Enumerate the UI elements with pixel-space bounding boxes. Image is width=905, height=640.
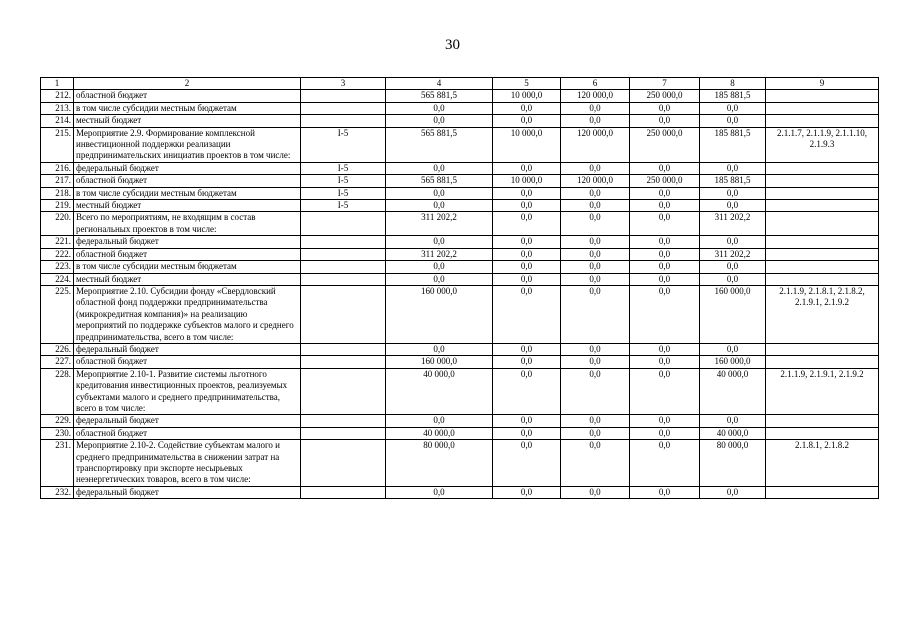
row-number: 216. [41, 162, 74, 174]
row-number: 214. [41, 115, 74, 127]
row-code [301, 236, 386, 248]
value-col4: 565 881,5 [386, 175, 493, 187]
row-description: Мероприятие 2.10-2. Содействие субъектам малого и среднего предпринимательства в снижении затрат на транспортировку при экспорте несырьевых неэнергетических товаров, всего в том числе: [74, 440, 301, 487]
table-row [41, 343, 879, 355]
row-description: Всего по мероприятиям, не входящим в состав региональных проектов в том числе: [74, 212, 301, 236]
value-col7: 0,0 [630, 368, 700, 415]
table-row [41, 212, 879, 236]
column-header: 5 [493, 78, 561, 90]
value-col8: 311 202,2 [700, 212, 766, 236]
column-header: 1 [41, 78, 74, 90]
table-row [41, 440, 879, 487]
row-description: федеральный бюджет [74, 343, 301, 355]
value-col6: 0,0 [561, 356, 630, 368]
row-description: областной бюджет [74, 248, 301, 260]
value-col5: 0,0 [493, 356, 561, 368]
value-col5: 0,0 [493, 212, 561, 236]
value-col4: 160 000,0 [386, 356, 493, 368]
value-col6: 120 000,0 [561, 90, 630, 102]
value-col8: 0,0 [700, 102, 766, 114]
column-header: 3 [301, 78, 386, 90]
value-col4: 0,0 [386, 486, 493, 498]
value-col5: 0,0 [493, 115, 561, 127]
value-col7: 0,0 [630, 415, 700, 427]
value-col8: 160 000,0 [700, 356, 766, 368]
row-code: I-5 [301, 200, 386, 212]
row-targets [766, 187, 879, 199]
value-col5: 0,0 [493, 248, 561, 260]
row-description: местный бюджет [74, 273, 301, 285]
value-col7: 0,0 [630, 162, 700, 174]
value-col4: 0,0 [386, 343, 493, 355]
row-number: 220. [41, 212, 74, 236]
row-targets [766, 427, 879, 439]
value-col5: 0,0 [493, 102, 561, 114]
row-targets: 2.1.1.9, 2.1.9.1, 2.1.9.2 [766, 368, 879, 415]
value-col7: 0,0 [630, 115, 700, 127]
value-col5: 0,0 [493, 162, 561, 174]
row-code: I-5 [301, 162, 386, 174]
value-col7: 0,0 [630, 356, 700, 368]
value-col4: 311 202,2 [386, 212, 493, 236]
row-targets [766, 200, 879, 212]
value-col4: 80 000,0 [386, 440, 493, 487]
value-col8: 0,0 [700, 343, 766, 355]
value-col8: 160 000,0 [700, 285, 766, 343]
value-col7: 0,0 [630, 261, 700, 273]
table-row [41, 236, 879, 248]
value-col5: 0,0 [493, 368, 561, 415]
row-description: федеральный бюджет [74, 415, 301, 427]
value-col6: 0,0 [561, 162, 630, 174]
value-col5: 0,0 [493, 427, 561, 439]
value-col4: 0,0 [386, 187, 493, 199]
row-targets [766, 343, 879, 355]
value-col8: 185 881,5 [700, 175, 766, 187]
row-description: Мероприятие 2.10. Субсидии фонду «Свердловский областной фонд поддержки предпринимательства (микрокредитная компания)» на реализацию мероприятий по поддержке субъектов малого и среднего предпринимательства, всего в том числе: [74, 285, 301, 343]
row-number: 215. [41, 127, 74, 162]
row-number: 212. [41, 90, 74, 102]
value-col4: 311 202,2 [386, 248, 493, 260]
row-number: 225. [41, 285, 74, 343]
row-code [301, 415, 386, 427]
value-col7: 0,0 [630, 440, 700, 487]
value-col8: 80 000,0 [700, 440, 766, 487]
value-col5: 10 000,0 [493, 127, 561, 162]
value-col7: 0,0 [630, 273, 700, 285]
row-targets [766, 486, 879, 498]
row-code: I-5 [301, 127, 386, 162]
row-targets [766, 162, 879, 174]
value-col8: 0,0 [700, 162, 766, 174]
row-targets [766, 415, 879, 427]
value-col4: 0,0 [386, 236, 493, 248]
row-description: местный бюджет [74, 115, 301, 127]
value-col8: 185 881,5 [700, 127, 766, 162]
value-col8: 185 881,5 [700, 90, 766, 102]
value-col7: 250 000,0 [630, 90, 700, 102]
value-col7: 0,0 [630, 343, 700, 355]
row-code [301, 440, 386, 487]
value-col7: 0,0 [630, 236, 700, 248]
table-row [41, 427, 879, 439]
value-col6: 0,0 [561, 368, 630, 415]
value-col6: 0,0 [561, 343, 630, 355]
row-description: областной бюджет [74, 175, 301, 187]
value-col8: 0,0 [700, 415, 766, 427]
row-code [301, 102, 386, 114]
row-code [301, 427, 386, 439]
value-col4: 0,0 [386, 115, 493, 127]
value-col6: 0,0 [561, 212, 630, 236]
value-col8: 311 202,2 [700, 248, 766, 260]
value-col7: 0,0 [630, 212, 700, 236]
page-number: 30 [445, 37, 460, 53]
value-col4: 0,0 [386, 200, 493, 212]
value-col5: 0,0 [493, 200, 561, 212]
row-targets [766, 236, 879, 248]
value-col6: 0,0 [561, 115, 630, 127]
row-targets [766, 175, 879, 187]
value-col7: 0,0 [630, 285, 700, 343]
value-col8: 0,0 [700, 115, 766, 127]
row-code [301, 212, 386, 236]
value-col7: 0,0 [630, 248, 700, 260]
column-header: 2 [74, 78, 301, 90]
value-col4: 565 881,5 [386, 90, 493, 102]
value-col8: 0,0 [700, 486, 766, 498]
row-number: 221. [41, 236, 74, 248]
row-code: I-5 [301, 187, 386, 199]
value-col4: 0,0 [386, 261, 493, 273]
table-row [41, 356, 879, 368]
value-col7: 0,0 [630, 200, 700, 212]
value-col4: 40 000,0 [386, 427, 493, 439]
value-col7: 0,0 [630, 102, 700, 114]
row-code: I-5 [301, 175, 386, 187]
table-row [41, 486, 879, 498]
value-col6: 120 000,0 [561, 127, 630, 162]
column-header: 8 [700, 78, 766, 90]
value-col5: 10 000,0 [493, 90, 561, 102]
table-row [41, 102, 879, 114]
row-targets [766, 115, 879, 127]
value-col6: 0,0 [561, 261, 630, 273]
row-targets [766, 261, 879, 273]
row-description: Мероприятие 2.10-1. Развитие системы льготного кредитования инвестиционных проектов, реализуемых субъектами малого и среднего предпринимательства, всего в том числе: [74, 368, 301, 415]
value-col5: 0,0 [493, 415, 561, 427]
row-description: областной бюджет [74, 427, 301, 439]
value-col7: 250 000,0 [630, 127, 700, 162]
value-col4: 160 000,0 [386, 285, 493, 343]
table-row [41, 127, 879, 162]
row-description: федеральный бюджет [74, 486, 301, 498]
value-col8: 40 000,0 [700, 427, 766, 439]
row-number: 219. [41, 200, 74, 212]
row-description: в том числе субсидии местным бюджетам [74, 102, 301, 114]
value-col8: 0,0 [700, 273, 766, 285]
value-col6: 0,0 [561, 248, 630, 260]
row-targets: 2.1.8.1, 2.1.8.2 [766, 440, 879, 487]
value-col4: 565 881,5 [386, 127, 493, 162]
value-col4: 0,0 [386, 415, 493, 427]
row-targets [766, 248, 879, 260]
row-code [301, 285, 386, 343]
row-number: 226. [41, 343, 74, 355]
value-col6: 0,0 [561, 102, 630, 114]
row-description: областной бюджет [74, 90, 301, 102]
value-col7: 0,0 [630, 427, 700, 439]
value-col5: 0,0 [493, 343, 561, 355]
value-col6: 0,0 [561, 415, 630, 427]
value-col7: 0,0 [630, 486, 700, 498]
row-targets [766, 102, 879, 114]
table-row [41, 261, 879, 273]
row-number: 218. [41, 187, 74, 199]
table-row [41, 200, 879, 212]
value-col8: 0,0 [700, 236, 766, 248]
value-col5: 0,0 [493, 440, 561, 487]
row-number: 227. [41, 356, 74, 368]
row-targets [766, 356, 879, 368]
column-header: 9 [766, 78, 879, 90]
value-col8: 0,0 [700, 261, 766, 273]
table-row [41, 368, 879, 415]
row-targets [766, 273, 879, 285]
table-row [41, 187, 879, 199]
table-row [41, 415, 879, 427]
row-code [301, 115, 386, 127]
value-col5: 10 000,0 [493, 175, 561, 187]
value-col8: 0,0 [700, 200, 766, 212]
value-col6: 0,0 [561, 187, 630, 199]
row-code [301, 248, 386, 260]
header-row [41, 78, 879, 90]
table-row [41, 248, 879, 260]
value-col5: 0,0 [493, 261, 561, 273]
table-row [41, 175, 879, 187]
row-code [301, 261, 386, 273]
row-number: 222. [41, 248, 74, 260]
value-col5: 0,0 [493, 273, 561, 285]
value-col7: 250 000,0 [630, 175, 700, 187]
budget-table [40, 77, 879, 499]
row-description: областной бюджет [74, 356, 301, 368]
table-row [41, 90, 879, 102]
value-col5: 0,0 [493, 285, 561, 343]
row-number: 224. [41, 273, 74, 285]
value-col6: 0,0 [561, 440, 630, 487]
value-col4: 0,0 [386, 102, 493, 114]
value-col6: 0,0 [561, 236, 630, 248]
row-number: 231. [41, 440, 74, 487]
value-col4: 0,0 [386, 273, 493, 285]
table-row [41, 285, 879, 343]
table-row [41, 273, 879, 285]
value-col4: 0,0 [386, 162, 493, 174]
row-code [301, 90, 386, 102]
row-number: 228. [41, 368, 74, 415]
row-code [301, 368, 386, 415]
value-col6: 0,0 [561, 200, 630, 212]
row-code [301, 273, 386, 285]
row-code [301, 486, 386, 498]
value-col6: 0,0 [561, 486, 630, 498]
row-code [301, 343, 386, 355]
row-targets [766, 212, 879, 236]
value-col5: 0,0 [493, 187, 561, 199]
row-code [301, 356, 386, 368]
value-col5: 0,0 [493, 236, 561, 248]
row-description: Мероприятие 2.9. Формирование комплексной инвестиционной поддержки реализации предпринимательских инициатив проектов в том числе: [74, 127, 301, 162]
row-targets [766, 90, 879, 102]
row-description: местный бюджет [74, 200, 301, 212]
value-col4: 40 000,0 [386, 368, 493, 415]
row-targets: 2.1.1.9, 2.1.8.1, 2.1.8.2, 2.1.9.1, 2.1.9.2 [766, 285, 879, 343]
column-header: 4 [386, 78, 493, 90]
value-col6: 0,0 [561, 427, 630, 439]
value-col8: 0,0 [700, 187, 766, 199]
column-header: 7 [630, 78, 700, 90]
column-header: 6 [561, 78, 630, 90]
row-number: 229. [41, 415, 74, 427]
row-number: 217. [41, 175, 74, 187]
row-description: в том числе субсидии местным бюджетам [74, 261, 301, 273]
row-description: федеральный бюджет [74, 162, 301, 174]
value-col8: 40 000,0 [700, 368, 766, 415]
row-targets: 2.1.1.7, 2.1.1.9, 2.1.1.10, 2.1.9.3 [766, 127, 879, 162]
row-number: 230. [41, 427, 74, 439]
value-col6: 0,0 [561, 285, 630, 343]
value-col5: 0,0 [493, 486, 561, 498]
row-number: 213. [41, 102, 74, 114]
value-col6: 0,0 [561, 273, 630, 285]
value-col6: 120 000,0 [561, 175, 630, 187]
value-col7: 0,0 [630, 187, 700, 199]
row-number: 223. [41, 261, 74, 273]
row-description: в том числе субсидии местным бюджетам [74, 187, 301, 199]
row-number: 232. [41, 486, 74, 498]
row-description: федеральный бюджет [74, 236, 301, 248]
table-row [41, 115, 879, 127]
table-row [41, 162, 879, 174]
